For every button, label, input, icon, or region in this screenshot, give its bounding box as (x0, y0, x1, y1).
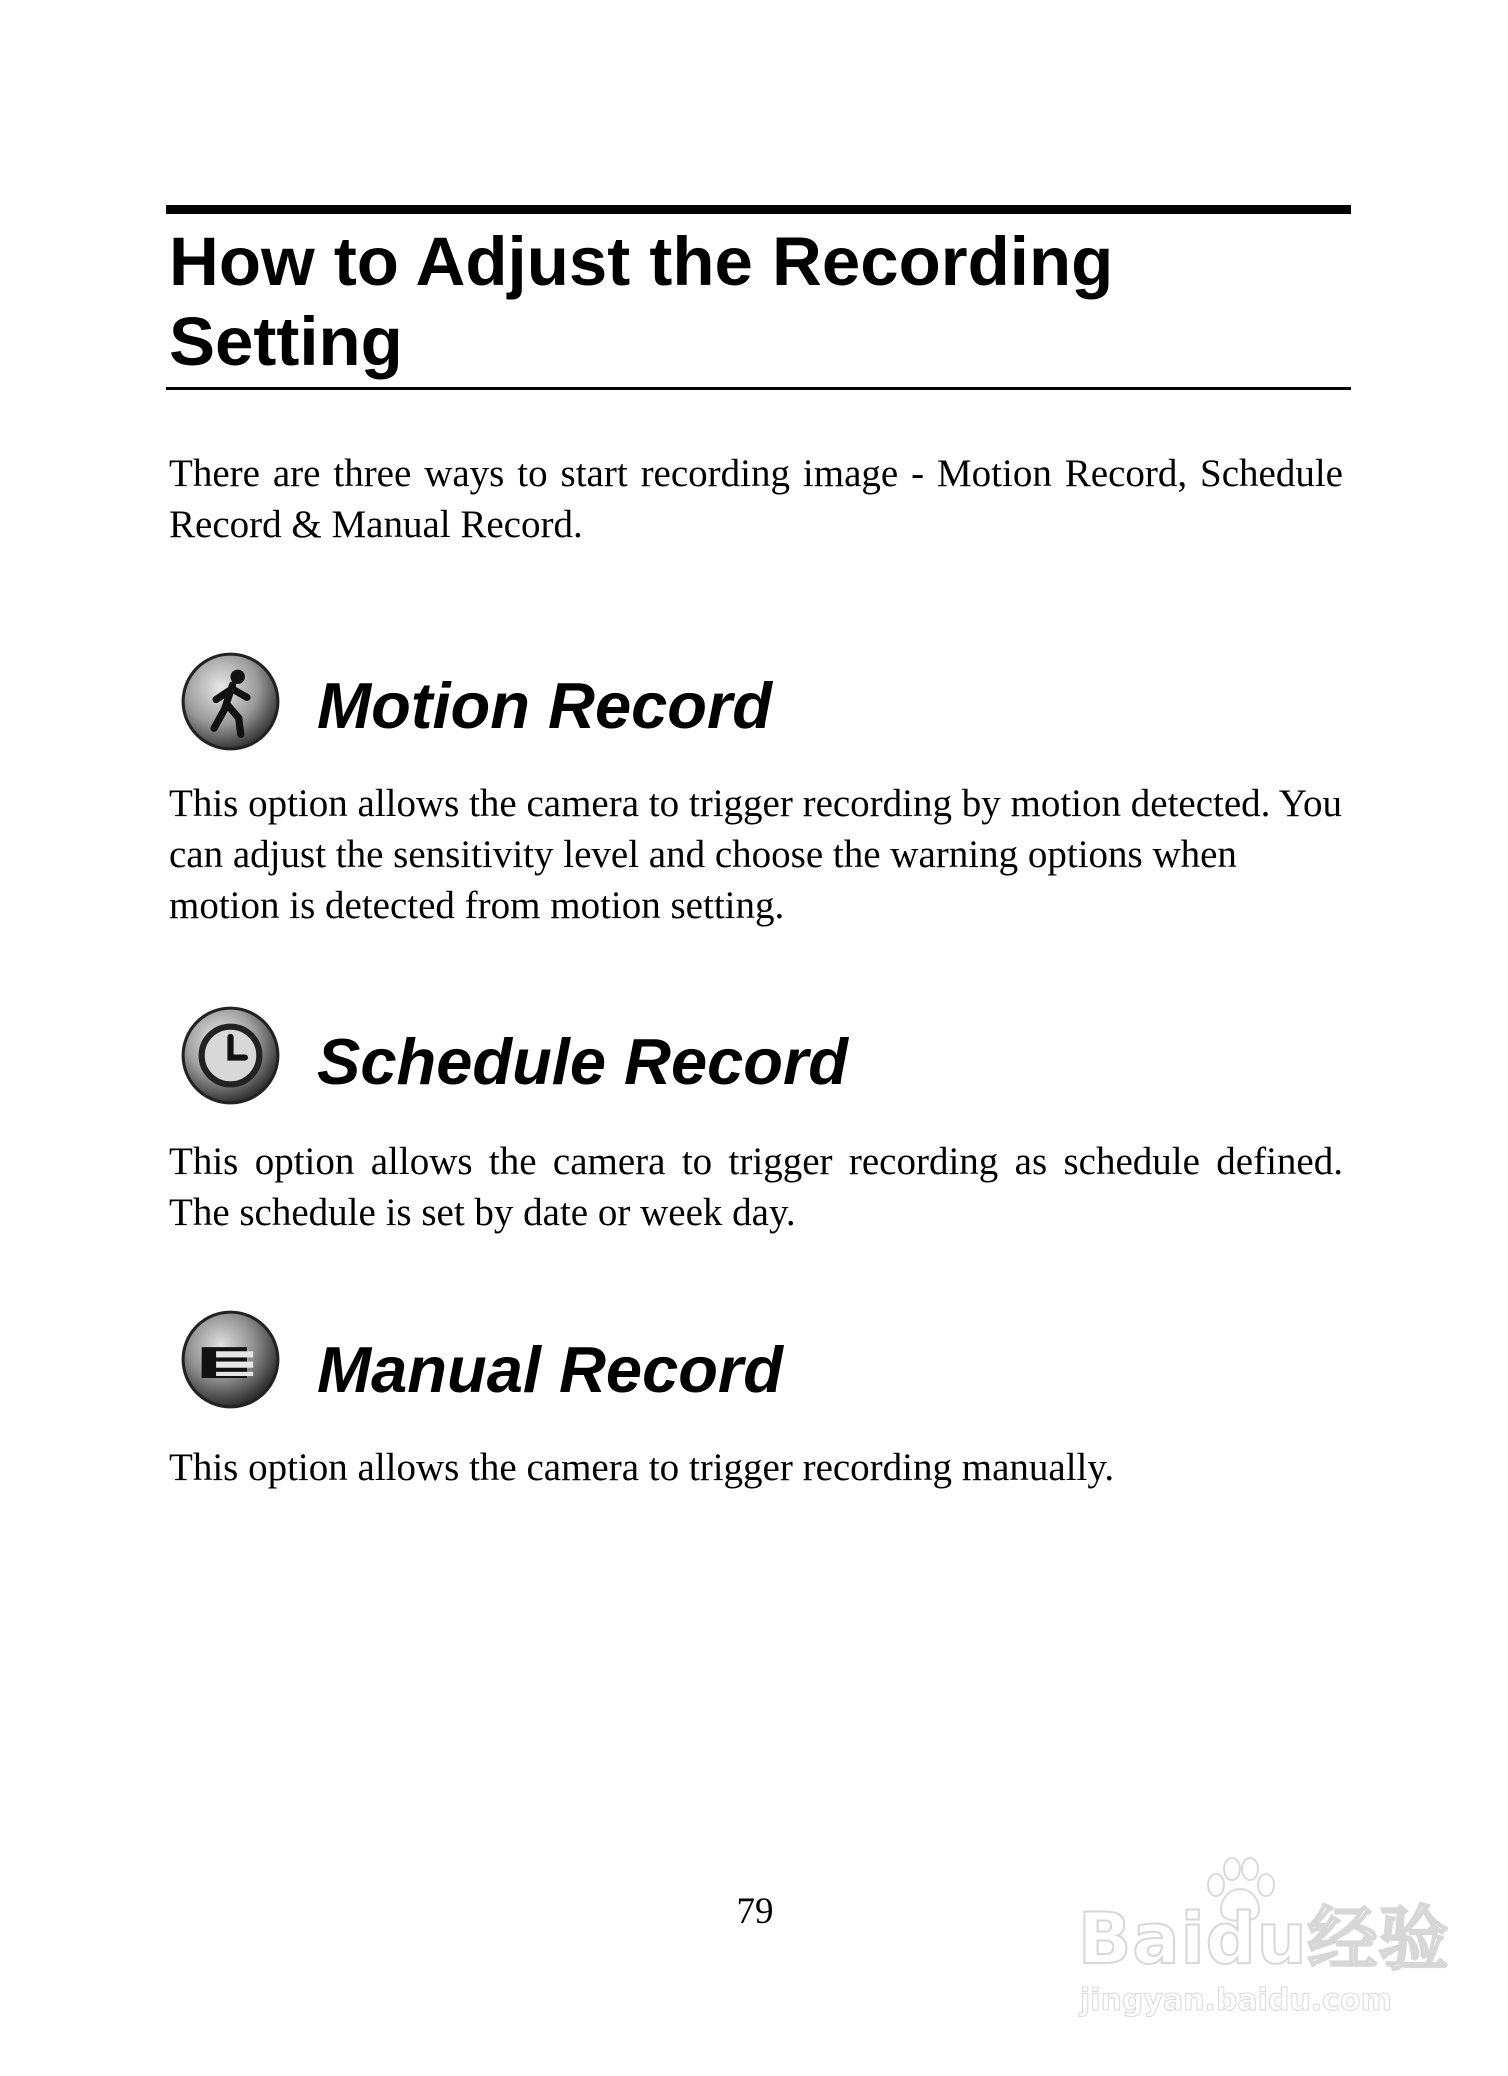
page-number: 79 (736, 1891, 774, 1932)
section-heading-schedule: Schedule Record (317, 1025, 848, 1098)
title-bottom-rule (166, 387, 1351, 390)
manual-record-icon (179, 1308, 282, 1411)
section-heading-motion: Motion Record (317, 669, 772, 742)
watermark-logo: Baidu经验 (1078, 1898, 1450, 1980)
title-top-rule (166, 205, 1351, 214)
section-heading-manual: Manual Record (317, 1333, 783, 1406)
section-text-manual: This option allows the camera to trigger recording manually. (169, 1446, 1115, 1489)
section-text-schedule: This option allows the camera to trigger recording as schedule defined. The schedule is set by date or week day. (169, 1140, 1343, 1234)
clock-icon (179, 1004, 282, 1107)
baidu-watermark (1070, 1855, 1450, 2035)
watermark-url: jingyan.baidu.com (1080, 1983, 1392, 2018)
section-text-motion: This option allows the camera to trigger recording by motion detected. You can adjust the sensitivity level and choose the warning options when motion is detected from motion setting. (169, 782, 1342, 927)
intro-paragraph: There are three ways to start recording image - Motion Record, Schedule Record & Manual Record. (169, 452, 1343, 546)
motion-person-icon (179, 650, 282, 753)
page-title: How to Adjust the Recording Setting (169, 223, 1114, 380)
